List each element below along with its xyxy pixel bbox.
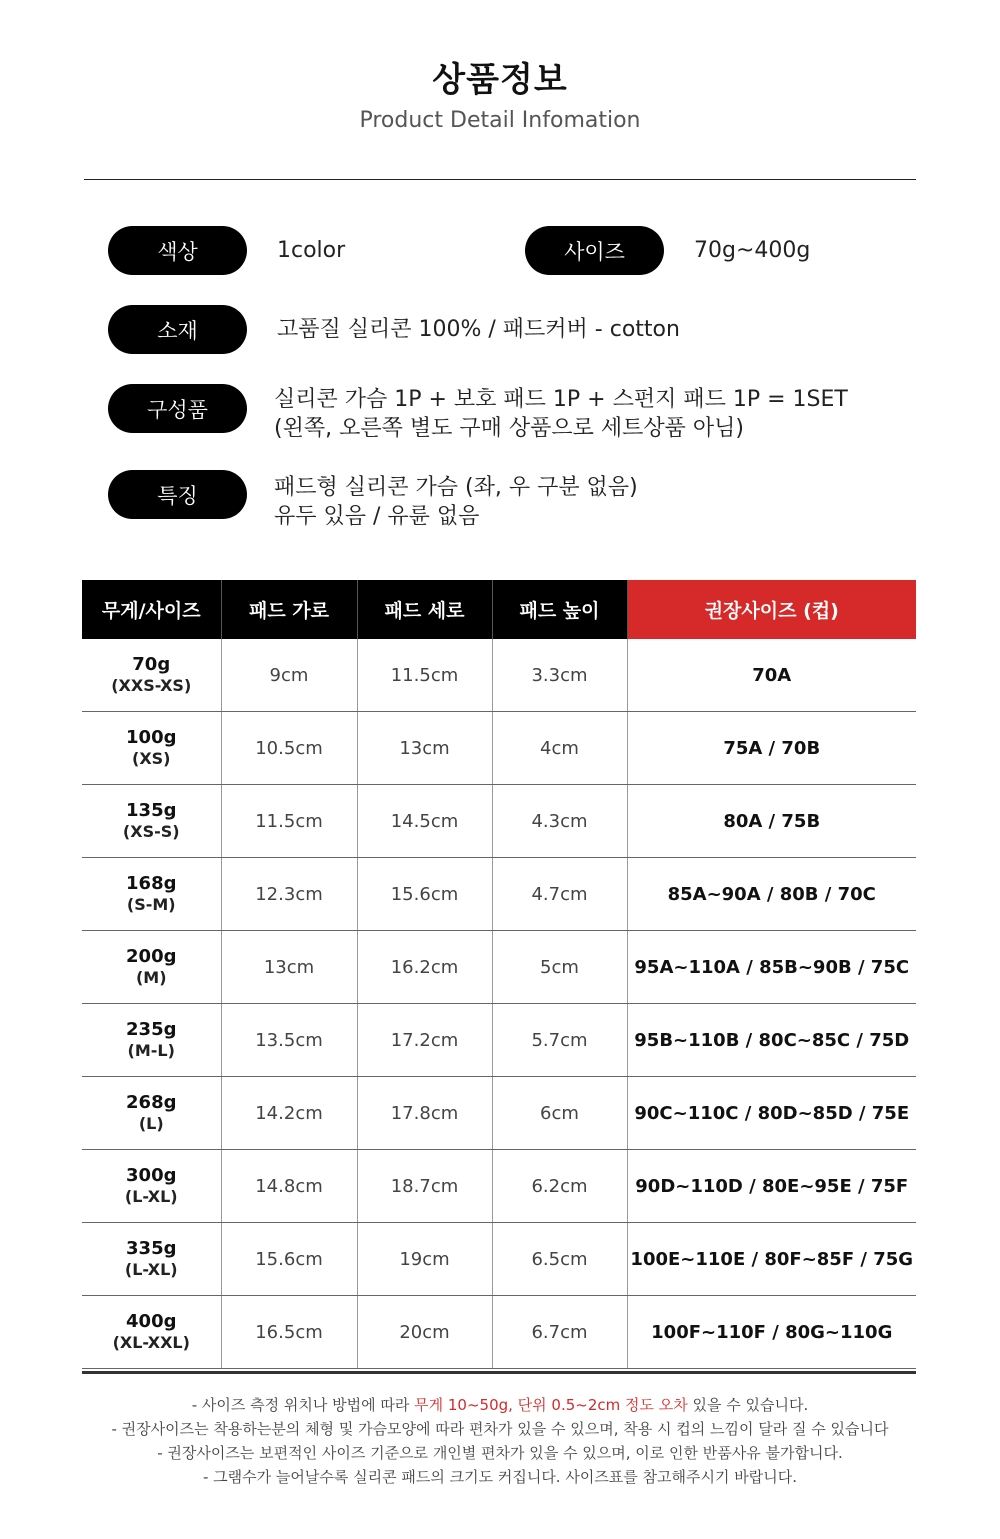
table-row [82, 931, 916, 1004]
cup-cell: 90C~110C / 80D~85D / 75E [627, 1077, 916, 1150]
components-label-pill: 구성품 [108, 384, 247, 433]
header-pad-length: 패드 세로 [357, 580, 492, 639]
height-cell: 6.5cm [492, 1223, 627, 1296]
cup-cell: 95A~110A / 85B~90B / 75C [627, 931, 916, 1004]
note-line-2: - 권장사이즈는 착용하는분의 체형 및 가슴모양에 따라 편차가 있을 수 있으며, 착용 시 컵의 느낌이 달라 질 수 있습니다 [111, 1420, 889, 1438]
size-label-pill: 사이즈 [525, 226, 664, 275]
weight-cell: 70g (XXS-XS) [82, 639, 221, 712]
height-cell: 3.3cm [492, 639, 627, 712]
width-cell: 11.5cm [221, 785, 357, 858]
width-cell: 15.6cm [221, 1223, 357, 1296]
width-cell: 13cm [221, 931, 357, 1004]
material-value: 고품질 실리콘 100% / 패드커버 - cotton [277, 317, 680, 342]
length-cell: 16.2cm [357, 931, 492, 1004]
length-cell: 20cm [357, 1296, 492, 1369]
feature-label-pill: 특징 [108, 470, 247, 519]
table-row [82, 639, 916, 712]
cup-cell: 95B~110B / 80C~85C / 75D [627, 1004, 916, 1077]
header-weight-size: 무게/사이즈 [82, 580, 221, 639]
length-cell: 17.2cm [357, 1004, 492, 1077]
size-value: 70g~400g [694, 238, 811, 263]
weight-cell: 335g (L-XL) [82, 1223, 221, 1296]
table-end-divider [82, 1371, 916, 1374]
width-cell: 13.5cm [221, 1004, 357, 1077]
feature-line-1: 패드형 실리콘 가슴 (좌, 우 구분 없음) [274, 475, 638, 500]
length-cell: 11.5cm [357, 639, 492, 712]
table-row [82, 1004, 916, 1077]
width-cell: 12.3cm [221, 858, 357, 931]
components-line-1: 실리콘 가슴 1P + 보호 패드 1P + 스펀지 패드 1P = 1SET [274, 387, 848, 412]
table-row [82, 1296, 916, 1369]
table-row [82, 1077, 916, 1150]
table-row [82, 712, 916, 785]
cup-cell: 75A / 70B [627, 712, 916, 785]
cup-cell: 100F~110F / 80G~110G [627, 1296, 916, 1369]
length-cell: 19cm [357, 1223, 492, 1296]
page-subtitle: Product Detail Infomation [359, 108, 641, 133]
width-cell: 16.5cm [221, 1296, 357, 1369]
height-cell: 5cm [492, 931, 627, 1004]
weight-cell: 100g (XS) [82, 712, 221, 785]
color-value: 1color [277, 238, 346, 263]
height-cell: 4.3cm [492, 785, 627, 858]
cup-cell: 80A / 75B [627, 785, 916, 858]
width-cell: 9cm [221, 639, 357, 712]
feature-value [274, 473, 638, 531]
length-cell: 18.7cm [357, 1150, 492, 1223]
header-pad-height: 패드 높이 [492, 580, 627, 639]
feature-line-2: 유두 있음 / 유륜 없음 [274, 504, 480, 529]
cup-cell: 70A [627, 639, 916, 712]
length-cell: 14.5cm [357, 785, 492, 858]
table-row [82, 1150, 916, 1223]
cup-cell: 100E~110E / 80F~85F / 75G [627, 1223, 916, 1296]
weight-cell: 200g (M) [82, 931, 221, 1004]
size-table [82, 580, 916, 1369]
height-cell: 6.2cm [492, 1150, 627, 1223]
note-line-1: - 사이즈 측정 위치나 방법에 따라 무게 10~50g, 단위 0.5~2cm 정도 오차 있을 수 있습니다. [191, 1396, 809, 1414]
height-cell: 6.7cm [492, 1296, 627, 1369]
length-cell: 17.8cm [357, 1077, 492, 1150]
cup-cell: 85A~90A / 80B / 70C [627, 858, 916, 931]
height-cell: 5.7cm [492, 1004, 627, 1077]
width-cell: 14.8cm [221, 1150, 357, 1223]
height-cell: 6cm [492, 1077, 627, 1150]
width-cell: 14.2cm [221, 1077, 357, 1150]
table-row [82, 785, 916, 858]
notes-block [0, 1393, 1000, 1489]
width-cell: 10.5cm [221, 712, 357, 785]
height-cell: 4cm [492, 712, 627, 785]
cup-cell: 90D~110D / 80E~95E / 75F [627, 1150, 916, 1223]
weight-cell: 300g (L-XL) [82, 1150, 221, 1223]
weight-cell: 235g (M-L) [82, 1004, 221, 1077]
length-cell: 15.6cm [357, 858, 492, 931]
weight-cell: 168g (S-M) [82, 858, 221, 931]
weight-cell: 135g (XS-S) [82, 785, 221, 858]
table-row [82, 858, 916, 931]
header-divider [84, 179, 916, 180]
table-row [82, 1223, 916, 1296]
weight-cell: 400g (XL-XXL) [82, 1296, 221, 1369]
note-line-4: - 그램수가 늘어날수록 실리콘 패드의 크기도 커집니다. 사이즈표를 참고해주시기 바랍니다. [203, 1468, 797, 1486]
table-header-row [82, 580, 916, 639]
material-label-pill: 소재 [108, 305, 247, 354]
color-label-pill: 색상 [108, 226, 247, 275]
note-line-3: - 권장사이즈는 보편적인 사이즈 기준으로 개인별 편차가 있을 수 있으며, 이로 인한 반품사유 불가합니다. [157, 1444, 843, 1462]
weight-cell: 268g (L) [82, 1077, 221, 1150]
header-pad-width: 패드 가로 [221, 580, 357, 639]
page-title: 상품정보 [432, 60, 568, 100]
note-highlight: 무게 10~50g, 단위 0.5~2cm 정도 오차 [414, 1396, 688, 1414]
components-line-2: (왼쪽, 오른쪽 별도 구매 상품으로 세트상품 아님) [274, 416, 744, 441]
height-cell: 4.7cm [492, 858, 627, 931]
length-cell: 13cm [357, 712, 492, 785]
components-value [274, 385, 848, 443]
header-recommended-cup: 권장사이즈 (컵) [627, 580, 916, 639]
